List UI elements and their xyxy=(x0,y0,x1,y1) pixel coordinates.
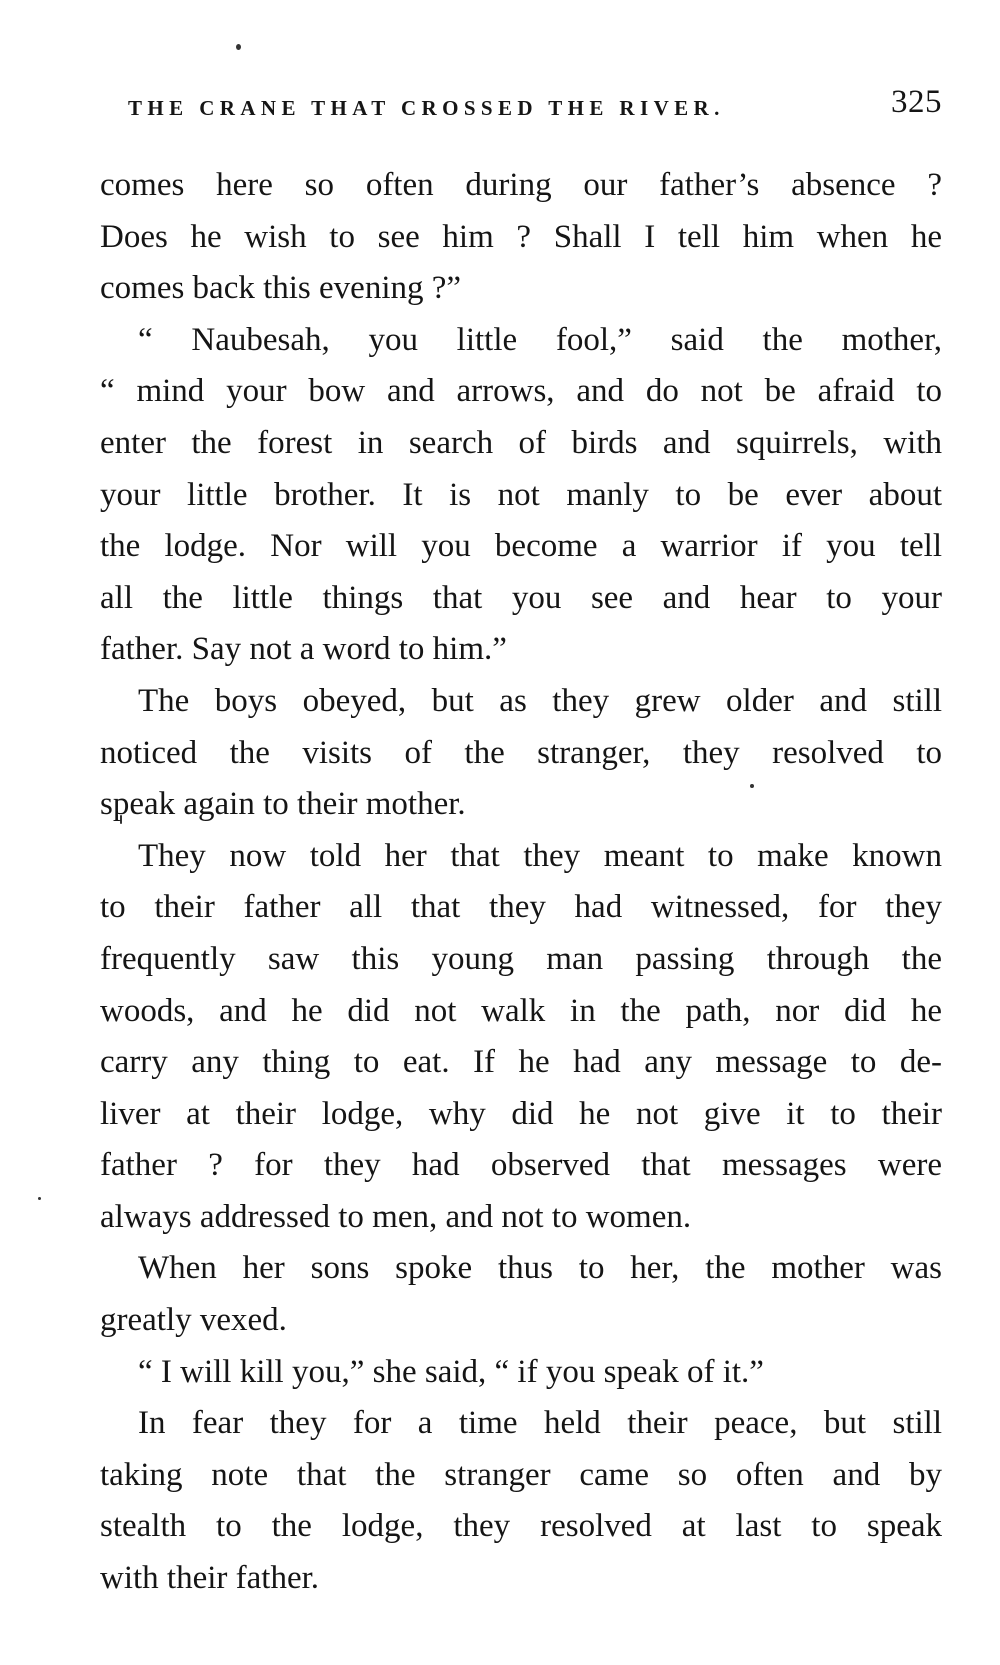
text-line: “ I will kill you,” she said, “ if you speak of it.” xyxy=(138,1353,764,1390)
page-header xyxy=(100,84,942,124)
text-line: comes here so often during our father’s absence ? xyxy=(100,167,942,203)
text-line: enter the forest in search of birds and squirrels, with xyxy=(100,424,942,461)
text-line: liver at their lodge, why did he not give it to their xyxy=(100,1095,942,1132)
text-line: with their father. xyxy=(100,1560,320,1597)
text-line: woods, and he did not walk in the path, nor did he xyxy=(100,992,942,1029)
body-text xyxy=(100,160,942,1605)
text-line: carry any thing to eat. If he had any message to de- xyxy=(100,1044,942,1081)
text-line: taking note that the stranger came so often and by xyxy=(100,1456,942,1493)
text-line: “ Naubesah, you little fool,” said the mother, xyxy=(138,321,942,358)
text-line: to their father all that they had witnessed, for they xyxy=(100,889,942,926)
text-line: father ? for they had observed that messages were xyxy=(100,1147,942,1184)
text-line: always addressed to men, and not to women. xyxy=(100,1198,692,1235)
text-line: frequently saw this young man passing through the xyxy=(100,940,942,977)
text-line: your little brother. It is not manly to be ever about xyxy=(100,476,942,513)
ink-speck xyxy=(38,1197,41,1200)
text-line: all the little things that you see and hear to your xyxy=(100,579,942,616)
text-line: greatly vexed. xyxy=(100,1302,287,1339)
text-line: comes back this evening ?” xyxy=(100,270,462,307)
text-line: father. Say not a word to him.” xyxy=(100,631,507,668)
text-line: noticed the visits of the stranger, they resolved to xyxy=(100,734,942,771)
text-line: speak again to their mother. xyxy=(100,786,466,823)
text-line: stealth to the lodge, they resolved at last to speak xyxy=(100,1508,942,1545)
text-line: They now told her that they meant to make known xyxy=(138,837,942,874)
text-line: The boys obeyed, but as they grew older and still xyxy=(138,682,942,719)
text-line: “ mind your bow and arrows, and do not be afraid to xyxy=(100,373,942,410)
text-line: Does he wish to see him ? Shall I tell him when he xyxy=(100,218,942,255)
running-title: THE CRANE THAT CROSSED THE RIVER. xyxy=(128,96,725,120)
text-line: In fear they for a time held their peace, but still xyxy=(138,1405,942,1442)
page-number: 325 xyxy=(891,84,942,120)
text-line: the lodge. Nor will you become a warrior if you tell xyxy=(100,528,942,565)
ink-speck xyxy=(236,44,241,50)
text-line: When her sons spoke thus to her, the mother was xyxy=(138,1250,942,1287)
